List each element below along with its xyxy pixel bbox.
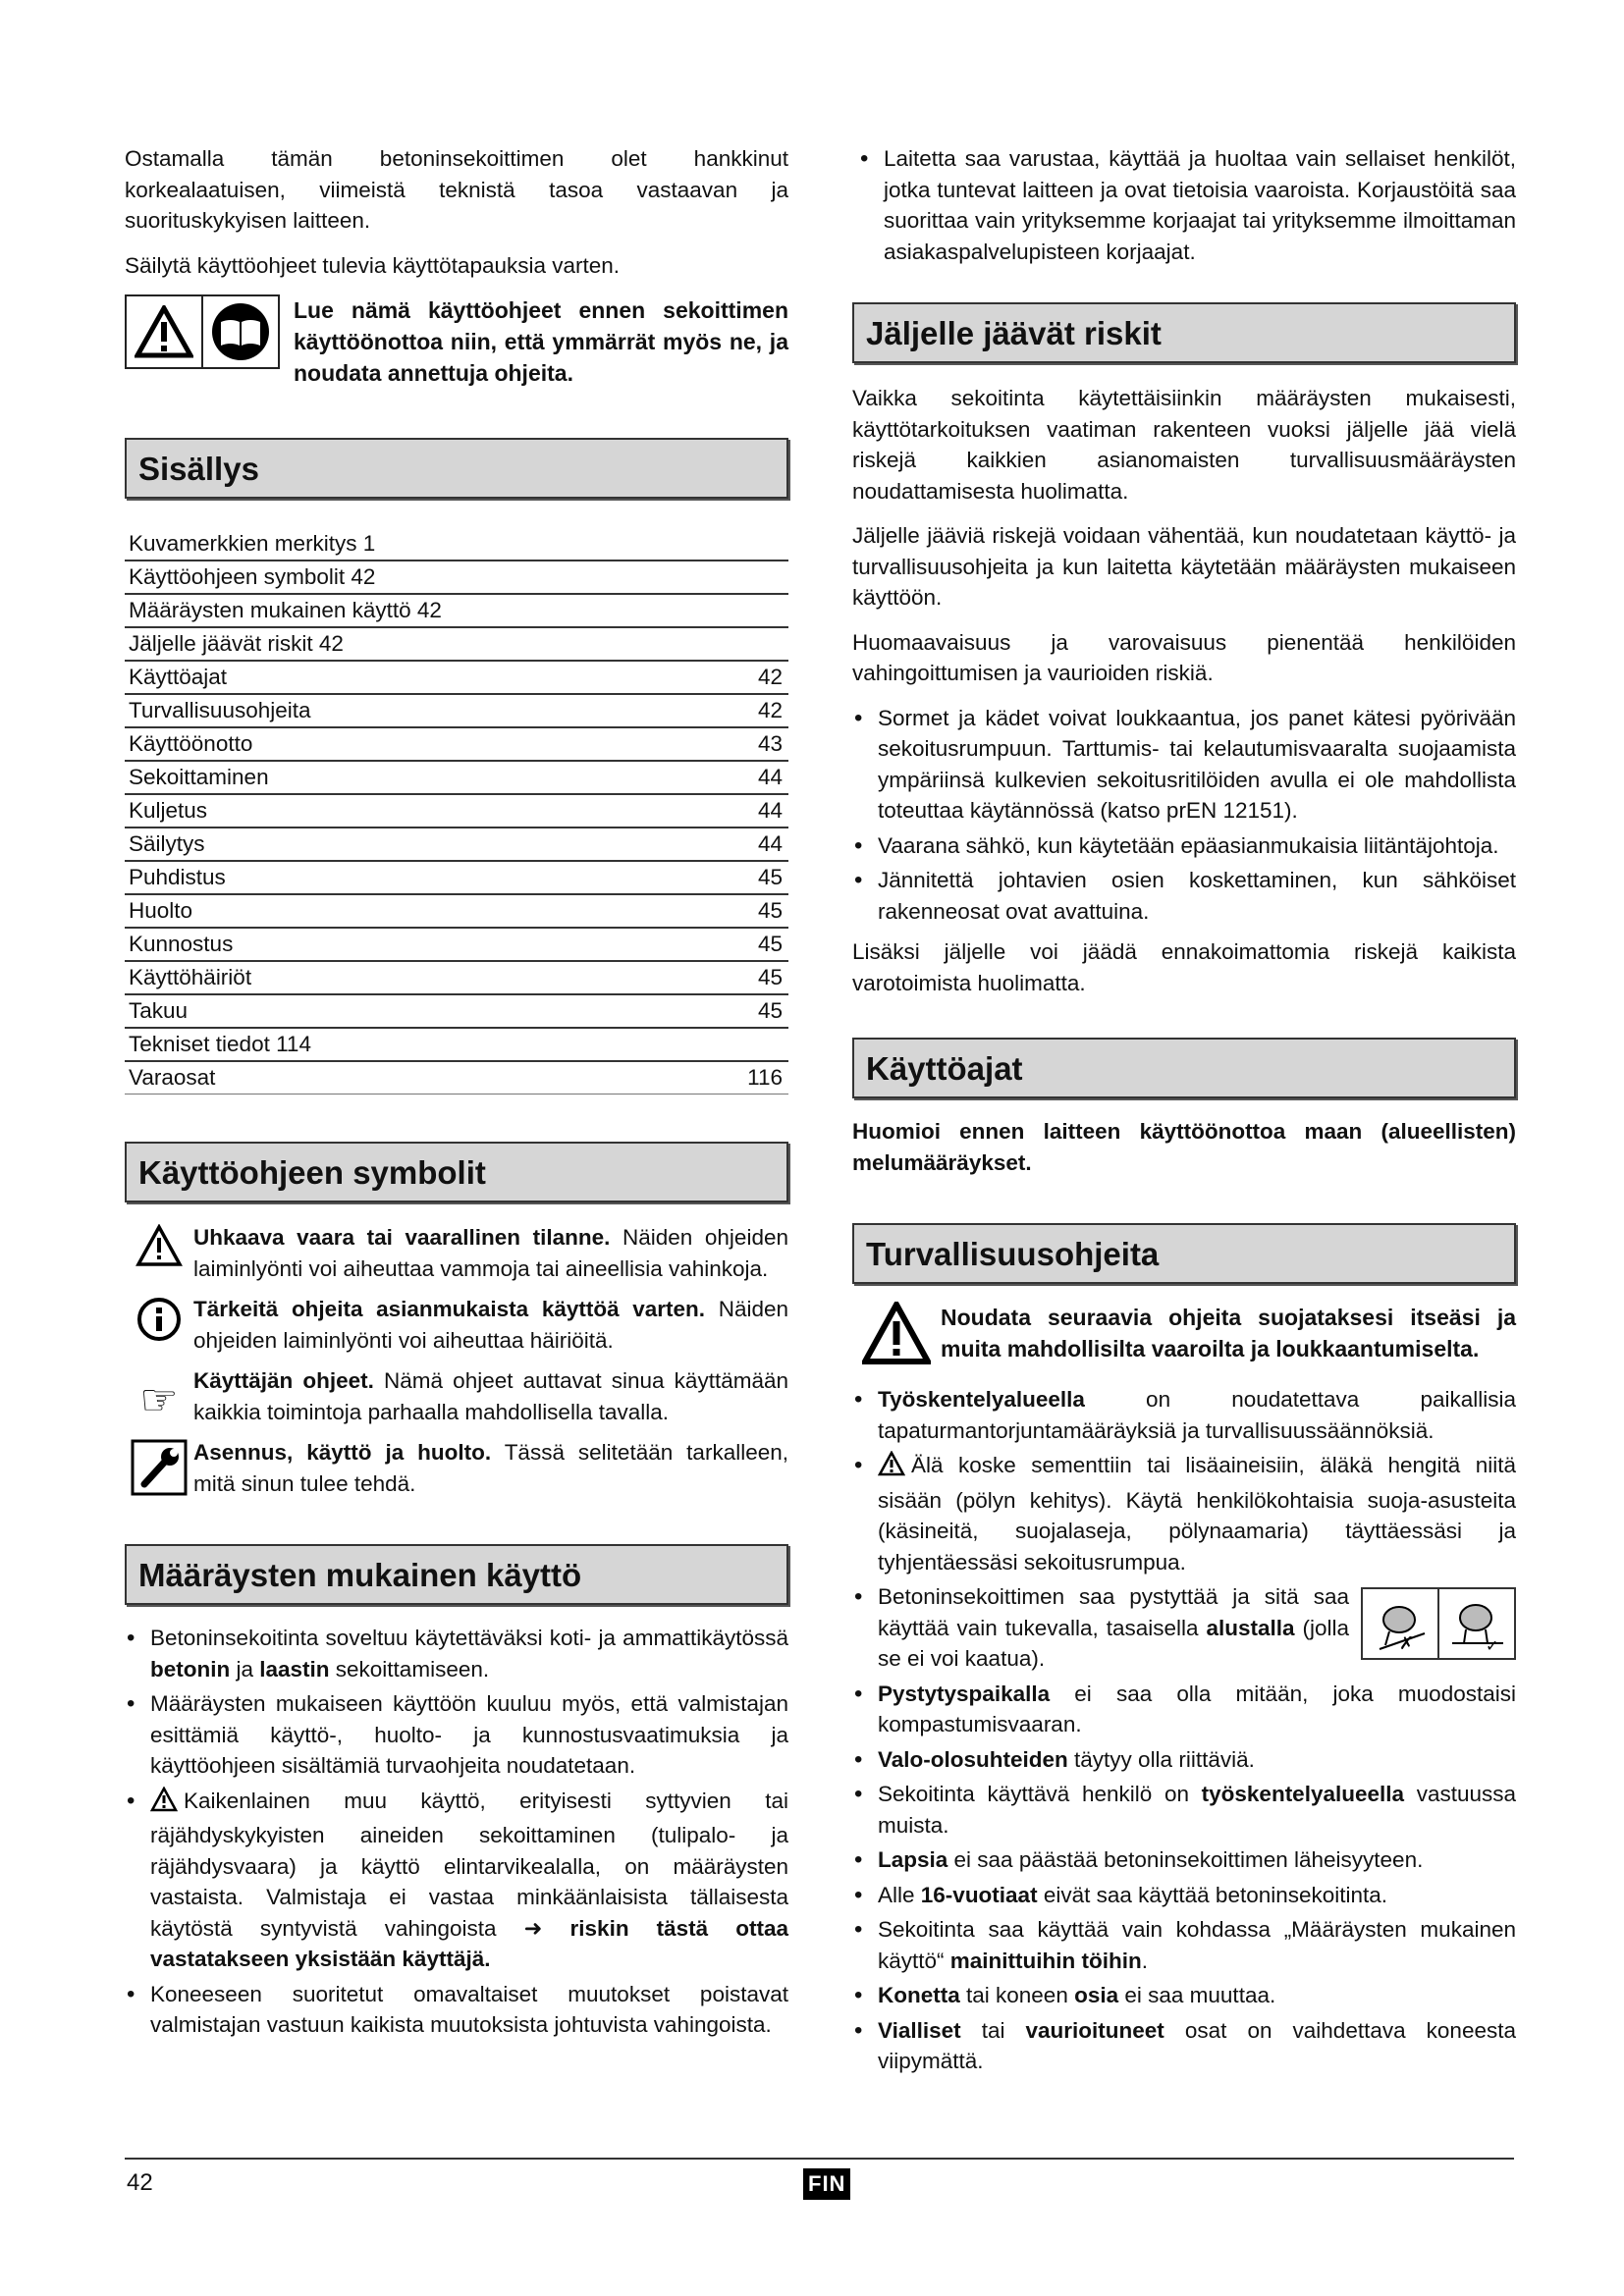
toc-row[interactable]: Jäljelle jäävät riskit 42 [125,628,788,662]
residual-risks-paragraph: Huomaavaisuus ja varovaisuus pienentää henkilöiden vahingoittumisen ja vaurioiden riskiä. [852,629,1516,685]
left-column [125,143,788,2045]
staff-list [858,143,1516,267]
read-manual-notice [125,294,788,389]
list-item: • Koneeseen suoritetut omavaltaiset muutokset poistavat valmistajan vastuun kaikista muutoksista johtuvista vahingoista. [125,1979,788,2041]
list-item: • Vaarana sähkö, kun käytetään epäasianmukaisia liitäntäjohtoja. [852,830,1516,862]
read-manual-icon [201,296,278,367]
warning-icon [127,296,201,367]
page-number: 42 [127,2169,153,2196]
toc-row[interactable]: Kuvamerkkien merkitys 1 [125,528,788,561]
list-item: • Sekoitinta saa käyttää vain kohdassa „Määräysten mukainen käyttö“ mainittuihin töihin. [852,1914,1516,1976]
symbol-info: Tärkeitä ohjeita asianmukaista käyttöä varten. Näiden ohjeiden laiminlyönti voi aiheuttaa häiriöitä. [125,1294,788,1356]
toc-row[interactable]: Takuu 45 [125,995,788,1029]
arrow-icon: ➜ [523,1915,543,1941]
info-icon [125,1294,193,1343]
residual-risks-paragraph: Vaikka sekoitinta käytettäisiinkin määräysten mukaisesti, käyttötarkoituksen vaatiman rakenteen vuoksi jäljelle jää vielä riskejä kaikkien asianomaisten turvallisuusmääräysten noudattamisesta huolimatta. [852,386,1516,504]
list-item: • Pystytyspaikalla ei saa olla mitään, joka muodostaisi kompastumisvaaran. [852,1679,1516,1740]
toc-row[interactable]: Käyttöajat 42 [125,662,788,695]
svg-text:✓: ✓ [1486,1636,1499,1653]
svg-text:✗: • ✗ [1399,1633,1415,1653]
list-item: • Työskentelyalueella on noudatettava paikallisia tapaturmantorjuntamääräyksiä ja turvallisuussäännöksiä. [852,1384,1516,1446]
toc-row[interactable]: Puhdistus 45 [125,862,788,895]
safety-list [852,1384,1516,2077]
right-column [852,143,1516,2081]
list-item: • Määräysten mukaiseen käyttöön kuuluu myös, että valmistajan esittämiä käyttö-, huolto- ja kunnostusvaatimuksia ja käyttöohjeen sisältämiä turvaohjeita noudatetaan. [125,1688,788,1782]
warning-icon [852,1302,941,1364]
toc-row[interactable]: Määräysten mukainen käyttö 42 [125,595,788,628]
notice-icons [125,294,280,369]
symbol-user-tip: ☞ Käyttäjän ohjeet. Nämä ohjeet auttavat sinua käyttämään kaikkia toimintoja parhaalla mahdollisella tavalla. [125,1365,788,1427]
list-item: • Vialliset tai vaurioituneet osat on vaihdettava koneesta viipymättä. [852,2015,1516,2077]
operating-times-text: Huomioi ennen laitteen käyttöönottoa maan (alueellisten) melumääräykset. [852,1119,1516,1175]
residual-risks-paragraph: Lisäksi jäljelle voi jäädä ennakoimattomia riskejä kaikista varotoimista huolimatta. [852,939,1516,995]
toc-row[interactable]: Käyttöhäiriöt 45 [125,962,788,995]
list-item: • Betoninsekoitinta soveltuu käytettäväksi koti- ja ammattikäytössä betonin ja laastin sekoittamiseen. [125,1623,788,1684]
symbol-assembly: Asennus, käyttö ja huolto. Tässä selitetään tarkalleen, mitä sinun tulee tehdä. [125,1437,788,1499]
wrench-icon [125,1437,193,1496]
mixer-placement-image [1361,1587,1516,1660]
intended-use-title: Määräysten mukainen käyttö [125,1544,788,1605]
footer-divider [125,2158,1514,2160]
list-item: • Kaikenlainen muu käyttö, erityisesti syttyvien tai räjähdyskykyisten aineiden sekoittaminen (tulipalo- ja räjähdysvaara) ja käyttö elintarvikealalla, on määräysten vastaista. Valmistaja ei vastaa minkäänlaisista tällaisesta käytöstä syntyvistä vahingoista ➜ riskin tästä ottaa vastatakseen yksistään käyttäjä. [125,1786,788,1975]
safety-notice [852,1302,1516,1364]
symbols-title: Käyttöohjeen symbolit [125,1142,788,1202]
residual-risks-list [852,703,1516,928]
list-item: • Alle 16-vuotiaat eivät saa käyttää betoninsekoitinta. [852,1880,1516,1911]
toc-row[interactable]: Turvallisuusohjeita 42 [125,695,788,728]
residual-risks-title: Jäljelle jäävät riskit [852,302,1516,363]
intro-paragraph: Ostamalla tämän betoninsekoittimen olet hankkinut korkealaatuisen, viimeistä teknistä tasoa vastaavan ja suorituskykyisen laitteen. [125,146,788,233]
list-item: • Jännitettä johtavien osien koskettaminen, kun sähköiset rakenneosat ovat avattuina. [852,865,1516,927]
pointing-hand-icon: ☞ [139,1376,179,1424]
warning-icon [150,1787,178,1821]
mixer-wrong-icon [1363,1589,1437,1658]
notice-text: Lue nämä käyttöohjeet ennen sekoittimen käyttöönottoa niin, että ymmärrät myös ne, ja noudata annettuja ohjeita. [294,297,788,386]
safety-title: Turvallisuusohjeita [852,1223,1516,1284]
warning-icon [878,1451,905,1485]
toc-row[interactable]: Säilytys 44 [125,828,788,862]
toc-row[interactable]: Tekniset tiedot 114 [125,1029,788,1062]
list-item: • Älä koske sementtiin tai lisäaineisiin, äläkä hengitä niitä sisään (pölyn kehitys). Käytä henkilökohtaisia suoja-asusteita (käsineitä, suojalaseja, pölynaamaria) täyttäessäsi ja tyhjentäessäsi sekoitusrumpua. [852,1450,1516,1577]
safety-notice-text: Noudata seuraavia ohjeita suojataksesi itseäsi ja muita mahdollisilta vaaroilta ja loukkaantumiselta. [941,1305,1516,1362]
table-of-contents [125,528,788,1095]
toc-row[interactable]: Varaosat 116 [125,1062,788,1095]
toc-row[interactable]: Sekoittaminen 44 [125,762,788,795]
language-badge: FIN [803,2168,850,2200]
list-item: • Laitetta saa varustaa, käyttää ja huoltaa vain sellaiset henkilöt, jotka tuntevat laitteen ja ovat tietoisia vaaroista. Korjaustöitä saa suorittaa vain yrityksemme korjaajat tai yrityksemme ilmoittaman asiakaspalvelupisteen korjaajat. [858,143,1516,267]
intended-use-list [125,1623,788,2041]
operating-times-title: Käyttöajat [852,1038,1516,1098]
symbol-danger: Uhkaava vaara tai vaarallinen tilanne. Näiden ohjeiden laiminlyönti voi aiheuttaa vammoja tai aineellisia vahinkoja. [125,1222,788,1284]
toc-row[interactable]: Käyttöönotto 43 [125,728,788,762]
intro-storage-note: Säilytä käyttöohjeet tulevia käyttötapauksia varten. [125,252,621,278]
list-item: • Lapsia ei saa päästää betoninsekoittimen läheisyyteen. [852,1844,1516,1876]
toc-row[interactable]: Kuljetus 44 [125,795,788,828]
residual-risks-paragraph: Jäljelle jääviä riskejä voidaan vähentää, kun noudatetaan käyttö- ja turvallisuusohjeita ja kun laitetta käytetään määräysten mukaiseen käyttöön. [852,523,1516,610]
toc-row[interactable]: Huolto 45 [125,895,788,929]
list-item: • Sekoitinta käyttävä henkilö on työskentelyalueella vastuussa muista. [852,1779,1516,1841]
list-item: • ✗ ✓ Betoninsekoittimen saa pystyttää ja sitä saa käyttää vain tukevalla, tasaisella alustalla (jolla se ei voi kaatua). [852,1581,1516,1675]
list-item: • Valo-olosuhteiden täytyy olla riittäviä. [852,1744,1516,1776]
toc-row[interactable]: Kunnostus 45 [125,929,788,962]
toc-row[interactable]: Käyttöohjeen symbolit 42 [125,561,788,595]
toc-title: Sisällys [125,438,788,499]
mixer-correct-icon [1437,1589,1514,1658]
list-item: • Konetta tai koneen osia ei saa muuttaa. [852,1980,1516,2011]
warning-icon [125,1222,193,1267]
list-item: • Sormet ja kädet voivat loukkaantua, jos panet kätesi pyörivään sekoitusrumpuun. Tarttumis- tai kelautumisvaaralta suojaamista ympäriinsä kulkevien sekoitusritilöiden avulla ei ole mahdollista toteuttaa käytännössä (katso prEN 12151). [852,703,1516,827]
